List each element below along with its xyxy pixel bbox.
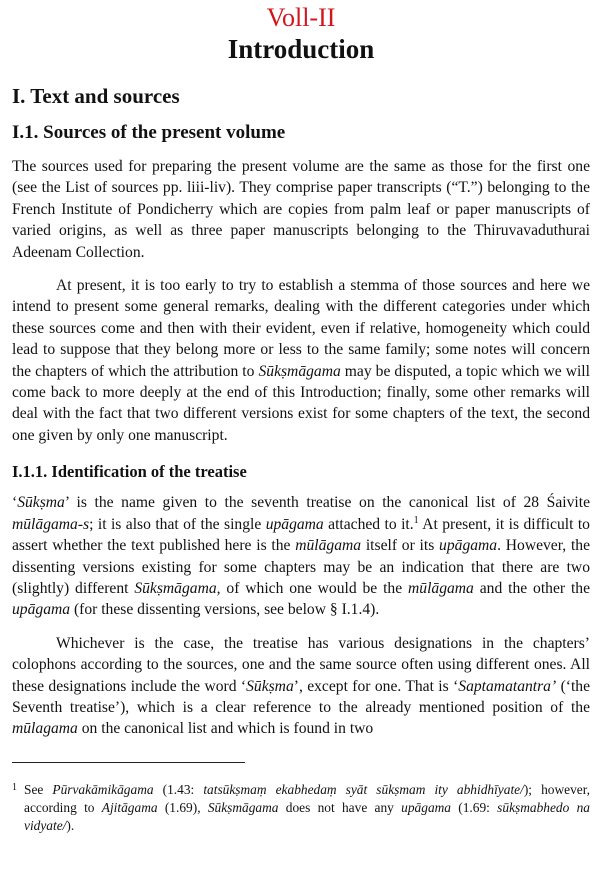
footnote-reference[interactable]: 1	[413, 514, 419, 526]
text-span: ’, except for one. That is ‘	[293, 677, 459, 695]
text-span: does not have any	[278, 799, 402, 815]
paragraph-stemma	[12, 275, 590, 446]
text-span: (1.43:	[153, 781, 204, 797]
italic-term: Sūkṣma	[246, 677, 294, 695]
footnote	[12, 781, 590, 835]
text-span: attached to it.	[323, 515, 414, 533]
italic-term: upāgama	[265, 515, 324, 533]
text-span: At present, it is difficult to assert whether the text published here is the	[12, 515, 590, 555]
italic-term: Sūkṣmāgama	[258, 362, 341, 380]
text-span: Whichever is the case, the treatise has various designations in the chapters’ colophons according to the sources, one and the same source often using different ones. All these designations include the word ‘	[12, 634, 590, 695]
volume-label: Voll-II	[266, 3, 336, 32]
text-span: (for these dissenting versions, see below § I.1.4).	[70, 601, 380, 619]
text-span: ‘	[12, 494, 18, 512]
text-span: (‘the Seventh treatise’), which is a clear reference to the already mentioned position of the	[12, 677, 591, 716]
subsection-heading: I.1. Sources of the present volume	[12, 122, 286, 143]
text-span: on the canonical list and which is found in two	[77, 720, 374, 738]
footnote-number: 1	[12, 781, 17, 793]
italic-term: Sūkṣmāgama,	[134, 579, 221, 597]
footnote-divider	[12, 762, 245, 763]
italic-term: mūlāgama-s	[12, 515, 90, 533]
italic-term: upāgama	[401, 799, 451, 815]
text-span: ).	[66, 817, 75, 833]
italic-term: Saptamatantra’	[458, 677, 557, 695]
italic-term: Ajitāgama	[101, 799, 158, 815]
paragraph-identification	[12, 492, 590, 620]
text-span: ; it is also that of the single	[89, 515, 266, 533]
document-page	[12, 0, 590, 835]
italic-term: mūlagama	[12, 720, 78, 738]
text-span: ); however, according to	[24, 781, 590, 815]
text-span: of which one would be the	[220, 579, 409, 597]
text-span: . However, the dissenting versions existing for some chapters may be an indication that there are two (slightly) different	[12, 537, 591, 597]
section-heading: I. Text and sources	[12, 84, 180, 108]
italic-term: upāgama	[439, 537, 498, 555]
text-span: ’ is the name given to the seventh treatise on the canonical list of 28 Śaivite	[64, 494, 590, 512]
italic-quote: tatsūkṣmaṃ ekabhedaṃ syāt sūkṣmam ity abhidhīyate/	[203, 781, 524, 797]
text-span: See	[24, 781, 53, 797]
text-span: itself or its	[361, 537, 440, 555]
paragraph-sources: The sources used for preparing the present volume are the same as those for the first one (see the List of sources pp. liii-liv). They comprise paper transcripts (“T.”) belonging to the French Institute of Pondicherry which are copies from palm leaf or paper manuscripts of varied origins, as well as three paper manuscripts belonging to the Thiruvavaduthurai Adeenam Collection.	[12, 158, 590, 261]
text-span: (1.69),	[157, 799, 208, 815]
text-span: and the other the	[473, 579, 591, 597]
italic-term: mūlāgama	[408, 579, 474, 597]
text-span: (1.69:	[451, 799, 498, 815]
paragraph-designations	[12, 633, 590, 740]
italic-term: Pūrvakāmikāgama	[52, 781, 154, 797]
subsubsection-heading: I.1.1. Identification of the treatise	[12, 462, 247, 482]
italic-term: mūlāgama	[295, 537, 362, 555]
italic-term: Sūkṣmāgama	[207, 799, 279, 815]
page-title: Introduction	[227, 34, 375, 64]
text-span: may be disputed, a topic which we will come back to more deeply at the end of this Introduction; finally, some other remarks will deal with the fact that two different versions exist for some chapters of the text, the second one given by only one manuscript.	[12, 362, 590, 444]
italic-quote: sūkṣmabhedo na vidyate/	[24, 799, 590, 833]
italic-term: Sūkṣma	[17, 494, 65, 512]
italic-term: upāgama	[12, 601, 71, 619]
text-span: At present, it is too early to try to establish a stemma of those sources and here we intend to present some general remarks, dealing with the different categories under which these sources come and then with their evident, even if relative, homogeneity which could lead to suppose that they belong more or less to the same family; some notes will concern the chapters of which the attribution to	[12, 277, 590, 380]
